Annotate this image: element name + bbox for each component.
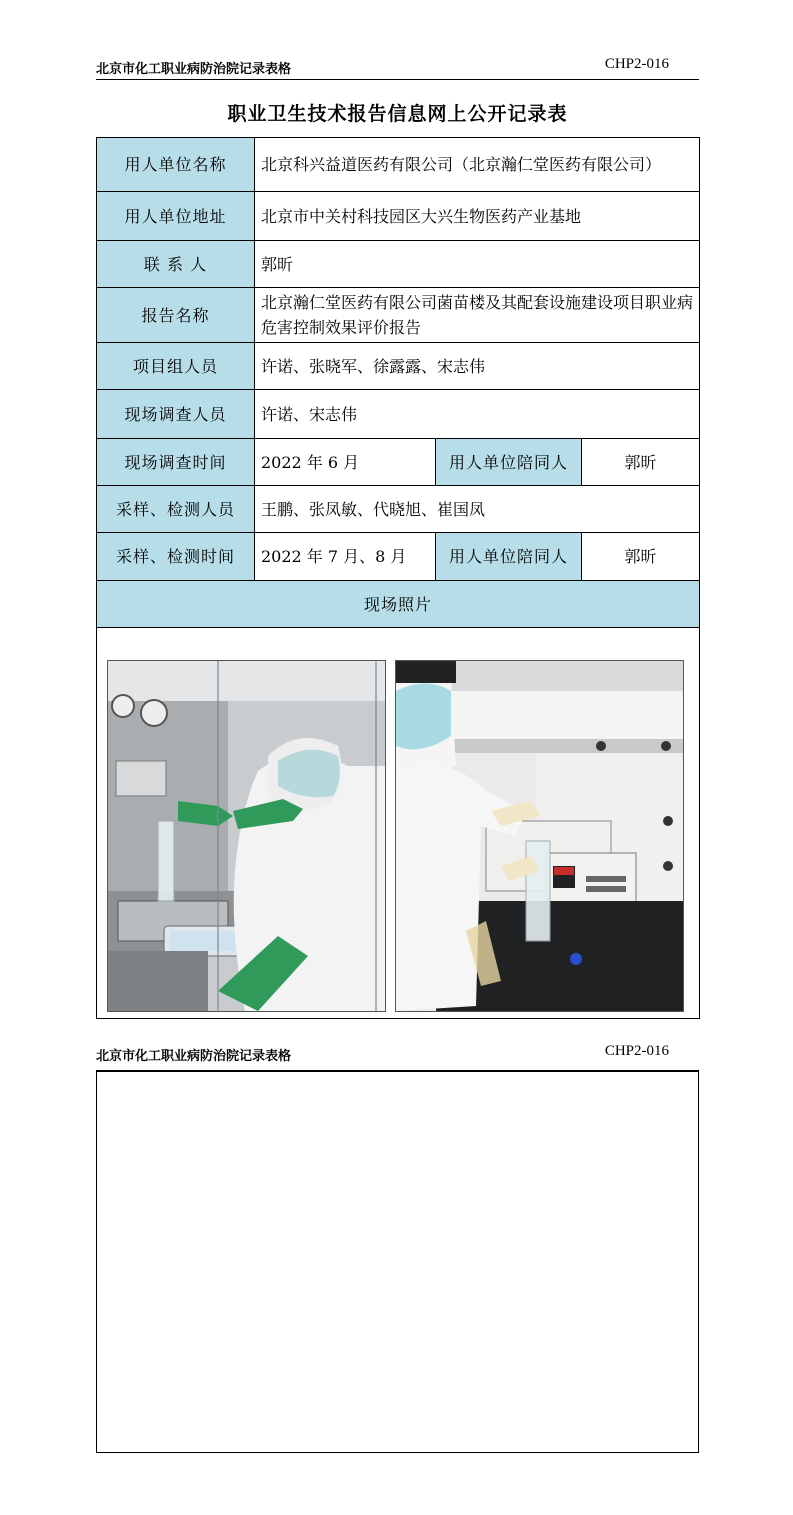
org-name-2: 北京市化工职业病防治院记录表格 — [96, 1049, 292, 1064]
row-employer-address — [97, 192, 700, 241]
value-sampling-companion: 郭昕 — [582, 533, 700, 581]
label-sampling-staff: 采样、检测人员 — [97, 486, 255, 533]
biosafety-cabinet-photo — [107, 660, 386, 1012]
label-survey-staff: 现场调查人员 — [97, 390, 255, 439]
value-contact: 郭昕 — [255, 241, 700, 288]
form-code-2: CHP2-016 — [604, 1043, 669, 1059]
label-sampling-time: 采样、检测时间 — [97, 533, 255, 581]
label-report-name: 报告名称 — [97, 288, 255, 343]
org-name: 北京市化工职业病防治院记录表格 — [96, 62, 292, 77]
value-survey-time: 2022 年 6 月 — [255, 439, 436, 486]
value-survey-companion: 郭昕 — [582, 439, 700, 486]
row-sampling-staff — [97, 486, 700, 533]
value-sampling-time: 2022 年 7 月、8 月 — [255, 533, 436, 581]
record-table — [96, 137, 700, 1019]
label-survey-companion: 用人单位陪同人 — [436, 439, 582, 486]
label-survey-time: 现场调查时间 — [97, 439, 255, 486]
value-sampling-staff: 王鹏、张凤敏、代晓旭、崔国凤 — [255, 486, 700, 533]
row-contact — [97, 241, 700, 288]
value-employer-address: 北京市中关村科技园区大兴生物医药产业基地 — [255, 192, 700, 241]
label-employer-address: 用人单位地址 — [97, 192, 255, 241]
page-header-1 — [96, 56, 699, 80]
photos-cell — [97, 628, 700, 1019]
document-title: 职业卫生技术报告信息网上公开记录表 — [227, 103, 568, 125]
row-employer-name — [97, 138, 700, 192]
header-rule — [96, 79, 699, 80]
form-code: CHP2-016 — [604, 56, 669, 72]
label-employer-name: 用人单位名称 — [97, 138, 255, 192]
row-project-members — [97, 343, 700, 390]
row-sampling-time — [97, 533, 700, 581]
value-report-name: 北京瀚仁堂医药有限公司菌苗楼及其配套设施建设项目职业病危害控制效果评价报告 — [255, 288, 700, 343]
label-sampling-companion: 用人单位陪同人 — [436, 533, 582, 581]
row-photos-header — [97, 581, 700, 628]
photo-1-image — [108, 661, 385, 1011]
row-survey-time — [97, 439, 700, 486]
row-photos — [97, 628, 700, 1019]
page-header-2 — [96, 1043, 699, 1067]
value-employer-name: 北京科兴益道医药有限公司（北京瀚仁堂医药有限公司） — [255, 138, 700, 192]
row-report-name — [97, 288, 700, 343]
label-project-members: 项目组人员 — [97, 343, 255, 390]
label-site-photos: 现场照片 — [97, 581, 700, 628]
row-survey-staff — [97, 390, 700, 439]
value-project-members: 许诺、张晓军、徐露露、宋志伟 — [255, 343, 700, 390]
fume-hood-photo — [395, 660, 684, 1012]
label-contact: 联 系 人 — [97, 241, 255, 288]
value-survey-staff: 许诺、宋志伟 — [255, 390, 700, 439]
photo-2-image — [396, 661, 683, 1011]
continuation-box — [96, 1070, 699, 1453]
